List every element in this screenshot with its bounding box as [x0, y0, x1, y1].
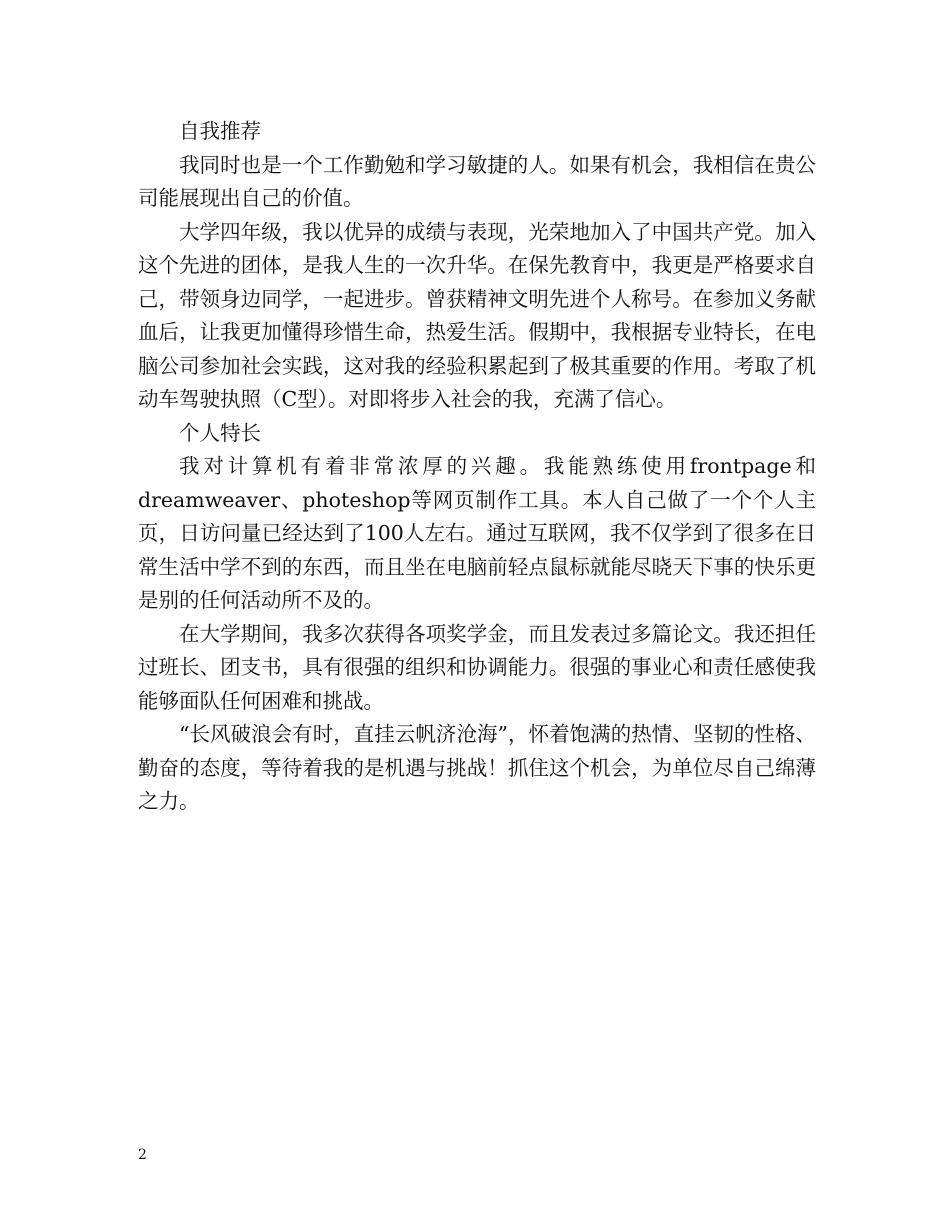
paragraph: 在大学期间，我多次获得各项奖学金，而且发表过多篇论文。我还担任过班长、团支书，具有很强的组织和协调能力。很强的事业心和责任感使我能够面队任何困难和挑战。: [138, 621, 816, 713]
paragraph: 我同时也是一个工作勤勉和学习敏捷的人。如果有机会，我相信在贵公司能展现出自己的价值。: [138, 152, 816, 210]
heading-self-recommendation: 自我推荐: [179, 119, 261, 143]
page-number: 2: [138, 1147, 147, 1163]
paragraph: “长风破浪会有时，直挂云帆济沧海”，怀着饱满的热情、坚韧的性格、勤奋的态度，等待着我的是机遇与挑战！抓住这个机会，为单位尽自己绵薄之力。: [138, 722, 816, 813]
heading-personal-strengths: 个人特长: [179, 420, 261, 445]
paragraph: 我对计算机有着非常浓厚的兴趣。我能熟练使用frontpage和dreamweaver、photeshop等网页制作工具。本人自己做了一个个人主页，日访问量已经达到了100人左右。通过互联网，我不仅学到了很多在日常生活中学不到的东西，而且坐在电脑前轻点鼠标就能尽晓天下事的快乐更是别的任何活动所不及的。: [138, 454, 816, 612]
paragraph: 大学四年级，我以优异的成绩与表现，光荣地加入了中国共产党。加入这个先进的团体，是我人生的一次升华。在保先教育中，我更是严格要求自己，带领身边同学，一起进步。曾获精神文明先进个人称号。在参加义务献血后，让我更加懂得珍惜生命，热爱生活。假期中，我根据专业特长，在电脑公司参加社会实践，这对我的经验积累起到了极其重要的作用。考取了机动车驾驶执照（C型）。对即将步入社会的我，充满了信心。: [138, 219, 816, 411]
document-body: [138, 115, 816, 819]
